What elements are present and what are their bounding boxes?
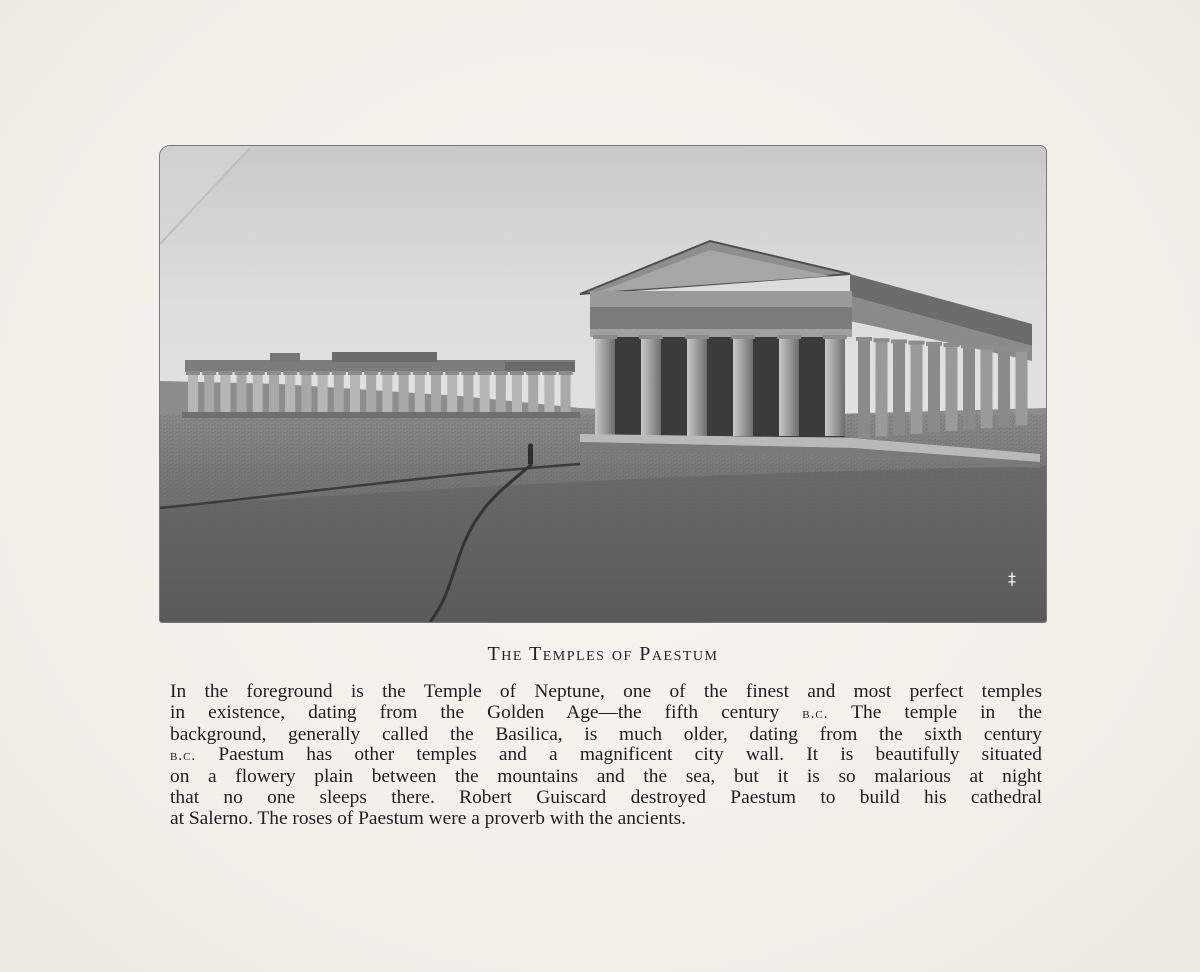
era-abbreviation: b.c. [170,748,197,765]
caption-line [170,682,1042,703]
svg-text:‡: ‡ [1008,569,1016,588]
caption-line [170,788,1042,809]
figure [528,448,533,464]
caption-title: The Temples of Paestum [487,643,719,665]
caption-text: on a flowery plain between the mountains and the sea, but it is so malarious at night [170,766,1042,788]
caption-body [170,682,1042,830]
caption-line [170,725,1042,746]
caption-text: that no one sleeps there. Robert Guiscard destroyed Paestum to build his cathedral [170,786,1042,808]
caption-line [170,767,1042,788]
caption-text: In the foreground is the Temple of Neptune, one of the finest and most perfect temples [170,681,1042,702]
caption-text: in existence, dating from the Golden Age—the fifth century [170,701,803,723]
temples-photograph [160,146,1046,622]
caption-text: at Salerno. The roses of Paestum were a proverb with the ancients. [170,807,687,829]
caption-line [170,745,1042,767]
caption-text: background, generally called the Basilica, is much older, dating from the sixth century [170,723,1042,745]
caption-text: Paestum has other temples and a magnificent city wall. It is beautifully situated [196,744,1042,766]
photograph-plate [160,146,1046,622]
caption-line [170,703,1042,725]
era-abbreviation: b.c. [802,705,829,722]
caption-line [170,809,1042,830]
caption-text: The temple in the [828,701,1042,723]
